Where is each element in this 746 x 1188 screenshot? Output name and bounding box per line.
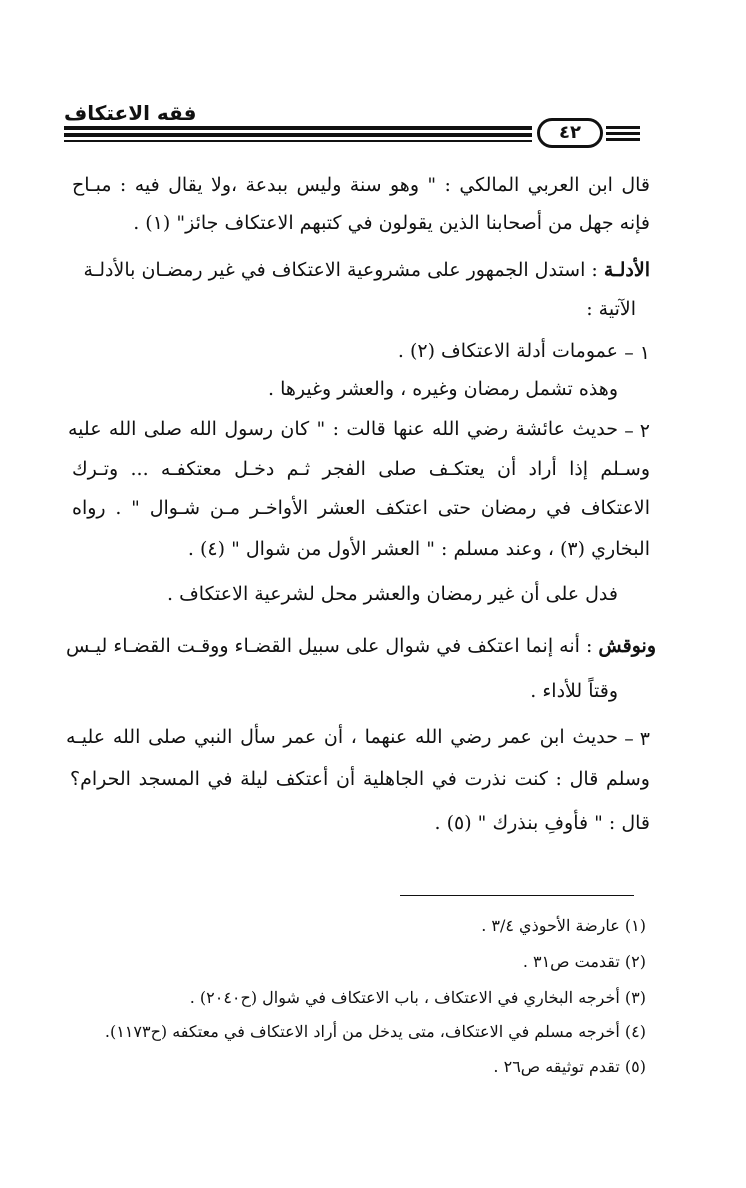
header-rule-stub — [606, 138, 640, 141]
footnote: (٢) تقدمت ص٣١ . — [522, 952, 646, 971]
body-line: فدل على أن غير رمضان والعشر محل لشرعية الاعتكاف . — [167, 583, 618, 605]
body-line: حديث عائشة رضي الله عنها قالت : " كان رسول الله صلى الله عليه — [68, 418, 618, 440]
body-line: قال ابن العربي المالكي : " وهو سنة وليس ببدعة ،ولا يقال فيه : مبـاح — [72, 174, 650, 196]
footnote: (٤) أخرجه مسلم في الاعتكاف، متى يدخل من أراد الاعتكاف في معتكفه (ح١١٧٣). — [104, 1022, 646, 1041]
header-rule — [64, 133, 532, 137]
page-number-badge: ٤٢ — [537, 118, 603, 148]
body-line: وهذه تشمل رمضان وغيره ، والعشر وغيرها . — [267, 378, 618, 400]
section-lead-word: الأدلـة — [603, 259, 650, 281]
body-line: عمومات أدلة الاعتكاف (٢) . — [397, 340, 618, 362]
body-line — [66, 631, 656, 661]
header-rule — [64, 140, 532, 142]
footnote: (٣) أخرجه البخاري في الاعتكاف ، باب الاعتكاف في شوال (ح٢٠٤٠) . — [189, 988, 646, 1007]
body-line: حديث ابن عمر رضي الله عنهما ، أن عمر سأل النبي صلى الله عليـه — [66, 726, 618, 748]
body-line: الآتية : — [586, 298, 636, 320]
body-text: : استدل الجمهور على مشروعية الاعتكاف في غير رمضـان بالأدلـة — [83, 259, 598, 281]
header-rule — [64, 126, 532, 130]
body-line: البخاري (٣) ، وعند مسلم : " العشر الأول من شوال " (٤) . — [187, 538, 650, 560]
header-rule-stub — [606, 132, 640, 135]
footnote: (٥) تقدم توثيقه ص٢٦ . — [493, 1057, 646, 1076]
body-line — [66, 255, 650, 285]
body-line: فإنه جهل من أصحابنا الذين يقولون في كتبهم الاعتكاف جائز" (١) . — [133, 212, 650, 234]
body-line: الاعتكاف في رمضان حتى اعتكف العشر الأواخـر مـن شـوال " . رواه — [72, 497, 650, 519]
footnote-separator — [400, 895, 634, 896]
footnote: (١) عارضة الأحوذي ٣/٤ . — [481, 916, 646, 935]
list-number: ١ – — [624, 342, 650, 364]
running-header-title: فقه الاعتكاف — [64, 101, 197, 125]
header-rule-stub — [606, 126, 640, 129]
body-line: وسـلم إذا أراد أن يعتكـف صلى الفجر ثـم دخـل معتكفـه ... وتـرك — [72, 458, 650, 480]
body-line: وسلم قال : كنت نذرت في الجاهلية أن أعتكف ليلة في المسجد الحرام؟ — [70, 768, 650, 790]
list-number: ٢ – — [624, 420, 650, 442]
list-number: ٣ – — [624, 728, 650, 750]
body-line: قال : " فأوفِ بنذرك " (٥) . — [434, 812, 650, 834]
section-lead-word: ونوقش — [598, 635, 656, 657]
body-text: : أنه إنما اعتكف في شوال على سبيل القضـاء ووقـت القضـاء ليـس — [66, 635, 593, 657]
body-line: وقتاً للأداء . — [530, 680, 618, 702]
